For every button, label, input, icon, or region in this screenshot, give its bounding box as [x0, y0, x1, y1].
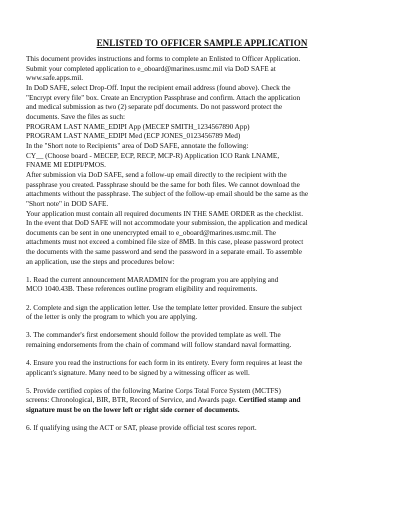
step-line: 5. Provide certified copies of the following Marine Corps Total Force System (MCTFS) — [26, 386, 281, 395]
intro-line: documents can be sent in one unencrypted email to e_oboard@marines.usmc.mil. The — [26, 228, 276, 237]
intro-line: "Short note" in DOD SAFE. — [26, 199, 109, 208]
intro-line: FNAME MI EDIPI/PMOS. — [26, 161, 106, 170]
step-3 — [26, 331, 378, 350]
step-text: screens: Chronological, BIR, BTR, Record of Service, and Awards page. — [26, 396, 237, 405]
step-line: MCO 1040.43B. These references outline program eligibility and requirements. — [26, 285, 258, 294]
intro-line: www.safe.apps.mil. — [26, 74, 84, 83]
intro-line: documents. Save the files as such: — [26, 112, 126, 121]
intro-line: "Encrypt every file" box. Create an Encryption Passphrase and confirm. Attach the application — [26, 93, 301, 102]
step-line: 2. Complete and sign the application letter. Use the template letter provided. Ensure the subject — [26, 303, 303, 312]
intro-line: Your application must contain all required documents IN THE SAME ORDER as the checklist. — [26, 209, 304, 218]
intro-line: CY__ (Choose board - MECEP, ECP, RECP, MCP-R) Application ICO Rank LNAME, — [26, 151, 280, 160]
intro-line: In DoD SAFE, select Drop-Off. Input the recipient email address (found above). Check the — [26, 83, 291, 92]
step-line: 1. Read the current announcement MARADMIN for the program you are applying and — [26, 275, 279, 284]
intro-line: passphrase you created. Passphrase should be the same for both files. We cannot download the — [26, 180, 300, 189]
step-line: remaining endorsements from the chain of command will follow standard naval formatting. — [26, 340, 292, 349]
step-line — [26, 396, 378, 406]
step-bold-text: signature must be on the lower left or right side corner of documents. — [26, 405, 240, 414]
step-line: 3. The commander's first endorsement should follow the provided template as well. The — [26, 331, 281, 340]
step-line — [26, 406, 378, 416]
intro-block — [26, 55, 378, 267]
step-line: 6. If qualifying using the ACT or SAT, please provide official test scores report. — [26, 424, 257, 432]
document-title: ENLISTED TO OFFICER SAMPLE APPLICATION — [96, 38, 308, 48]
step-line: applicant's signature. Many need to be signed by a witnessing officer as well. — [26, 368, 250, 377]
step-1 — [26, 276, 378, 295]
intro-line: PROGRAM LAST NAME_EDIPI App (MECEP SMITH_1234567890 App) — [26, 122, 250, 131]
intro-line: attachments must not exceed a combined file size of 8MB. In this case, please password protect — [26, 238, 304, 247]
intro-line: In the event that DoD SAFE will not accommodate your submission, the application and medical — [26, 219, 308, 228]
step-bold-text: Certified stamp and — [236, 396, 301, 405]
intro-line: After submission via DoD SAFE, send a follow-up email directly to the recipient with the — [26, 170, 287, 179]
step-4 — [26, 359, 378, 378]
intro-line: In the "Short note to Recipients" area of DoD SAFE, annotate the following: — [26, 141, 249, 150]
intro-line: This document provides instructions and forms to complete an Enlisted to Officer Application. — [26, 55, 301, 63]
step-line: of the letter is only the program to which you are applying. — [26, 313, 198, 322]
intro-line: an application, use the steps and procedures below: — [26, 257, 175, 266]
step-6 — [26, 424, 378, 434]
intro-line: Submit your completed application to e_oboard@marines.usmc.mil via DoD SAFE at — [26, 64, 276, 73]
intro-line: attachments without the passphrase. The subject of the follow-up email should be the same as the — [26, 190, 309, 199]
step-2 — [26, 304, 378, 323]
intro-line: PROGRAM LAST NAME_EDIPI Med (ECP JONES_0123456789 Med) — [26, 132, 241, 141]
intro-line: and medical submission as two (2) separate pdf documents. Do not password protect the — [26, 103, 283, 112]
step-5 — [26, 387, 378, 416]
step-line: 4. Ensure you read the instructions for each form in its entirety. Every form requires at least the — [26, 358, 303, 367]
intro-line: the documents with the same password and send the password in a separate email. To assemble — [26, 248, 302, 257]
document-page — [26, 38, 378, 434]
